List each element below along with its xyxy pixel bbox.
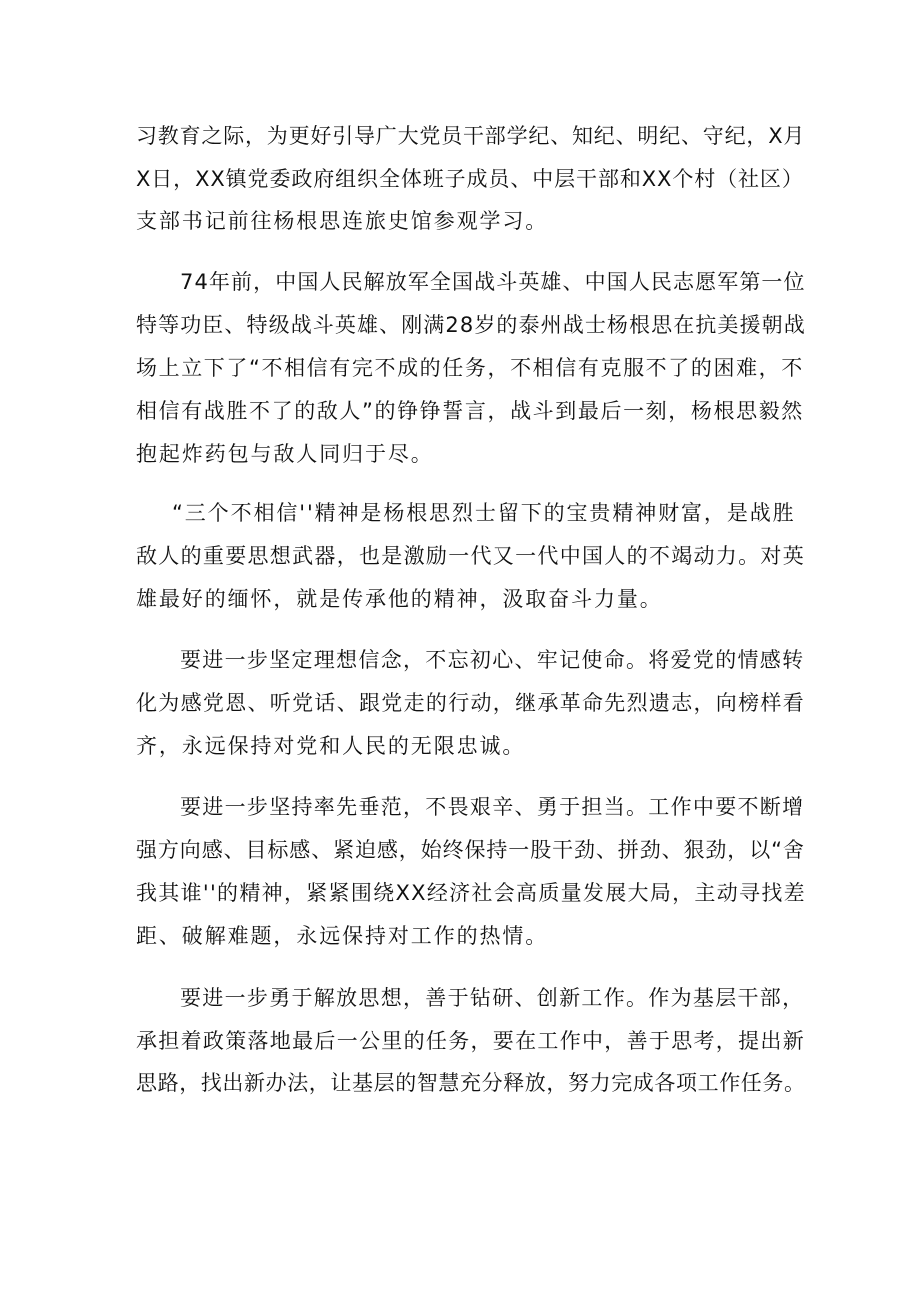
paragraph-1-line-2: X日，XX镇党委政府组织全体班子成员、中层干部和XX个村（社区） [136, 167, 804, 191]
paragraph-6-line-1: 要进一步勇于解放思想，善于钻研、创新工作。作为基层干部， [180, 986, 805, 1010]
paragraph-1-line-1: 习教育之际，为更好引导广大党员干部学纪、知纪、明纪、守纪，X月 [136, 124, 806, 148]
paragraph-2-line-1: 74年前，中国人民解放军全国战斗英雄、中国人民志愿军第一位 [180, 270, 806, 294]
paragraph-6-line-3: 思路，找出新办法，让基层的智慧充分释放，努力完成各项工作任务。 [136, 1071, 806, 1095]
paragraph-2-line-3: 场上立下了“不相信有完不成的任务，不相信有克服不了的困难，不 [136, 356, 804, 380]
paragraph-2-line-2: 特等功臣、特级战斗英雄、刚满28岁的泰州战士杨根思在抗美援朝战 [136, 313, 806, 337]
paragraph-3-line-1: “三个不相信''精神是杨根思烈士留下的宝贵精神财富，是战胜 [172, 501, 796, 525]
paragraph-1-line-3: 支部书记前往杨根思连旅史馆参观学习。 [136, 209, 549, 233]
paragraph-3-line-2: 敌人的重要思想武器，也是激励一代又一代中国人的不竭动力。对英 [136, 544, 805, 568]
paragraph-2-line-4: 相信有战胜不了的敌人”的铮铮誓言，战斗到最后一刻，杨根思毅然 [136, 399, 804, 423]
paragraph-2-line-5: 抱起炸药包与敌人同归于尽。 [136, 442, 434, 466]
paragraph-5-line-2: 强方向感、目标感、紧迫感，始终保持一股干劲、拼劲、狠劲，以“舍 [136, 838, 805, 862]
paragraph-5-line-3: 我其谁''的精神，紧紧围绕XX经济社会高质量发展大局，主动寻找差 [136, 881, 806, 905]
paragraph-5-line-1: 要进一步坚持率先垂范，不畏艰辛、勇于担当。工作中要不断增 [180, 795, 805, 819]
paragraph-4-line-3: 齐，永远保持对党和人民的无限忠诚。 [136, 734, 526, 758]
paragraph-6-line-2: 承担着政策落地最后一公里的任务，要在工作中，善于思考，提出新 [136, 1029, 805, 1053]
paragraph-4-line-1: 要进一步坚定理想信念，不忘初心、牢记使命。将爱党的情感转 [180, 648, 805, 672]
paragraph-5-line-4: 距、破解难题，永远保持对工作的热情。 [136, 924, 549, 948]
paragraph-4-line-2: 化为感党恩、听党话、跟党走的行动，继承革命先烈遗志，向榜样看 [136, 691, 805, 715]
paragraph-3-line-3: 雄最好的缅怀，就是传承他的精神，汲取奋斗力量。 [136, 587, 663, 611]
